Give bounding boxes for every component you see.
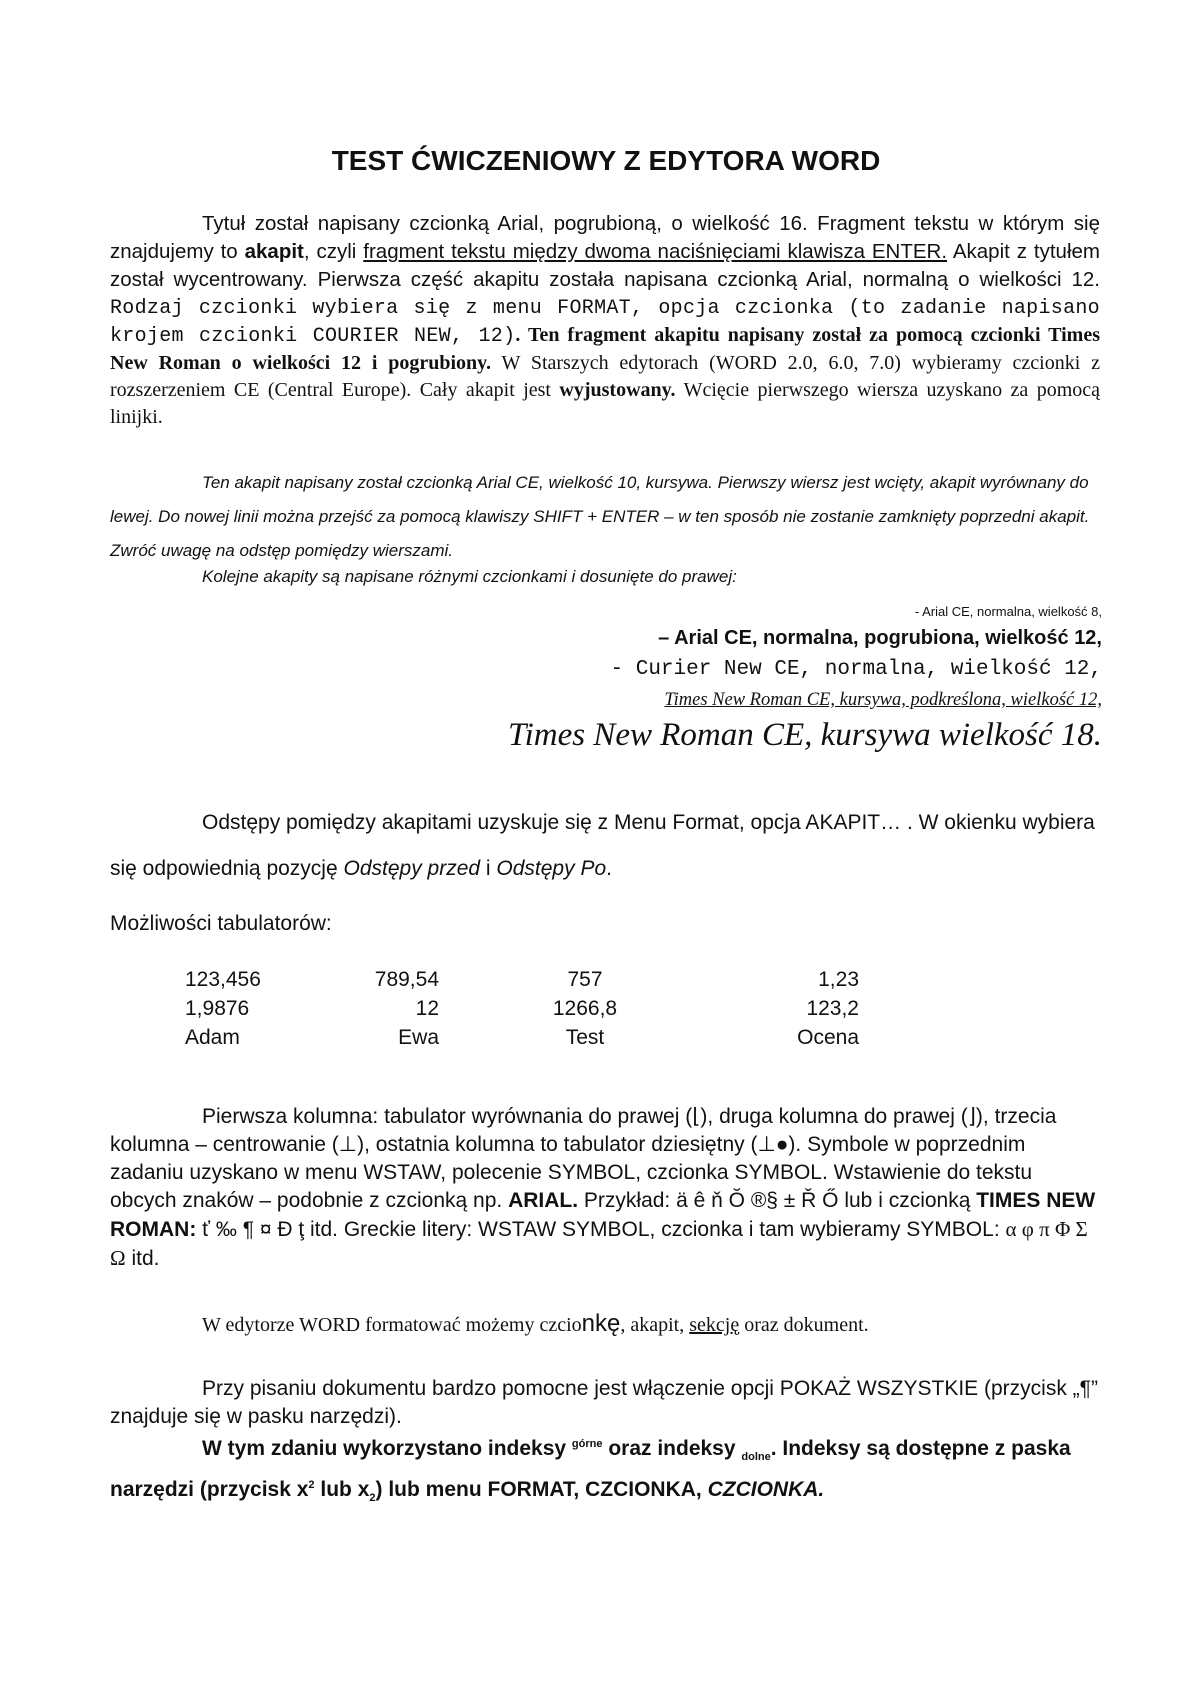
right-line-courier-12: - Curier New CE, normalna, wielkość 12, [610, 658, 1102, 681]
text-run: Kolejne akapity są napisane różnymi czcionkami i dosunięte do prawej: [202, 567, 737, 586]
paragraph-fonts-intro [110, 567, 1100, 587]
paragraph-formatting [110, 1310, 1100, 1338]
subscript: dolne [741, 1451, 771, 1464]
text-run-underlined: fragment tekstu między dwoma naciśnięciami klawisza ENTER. [363, 240, 948, 263]
text-run: ) lub menu FORMAT, CZCIONKA, [375, 1478, 708, 1502]
tabs-heading: Możliwości tabulatorów: [110, 912, 332, 935]
text-run: Przy pisaniu dokumentu bardzo pomocne jest włączenie opcji POKAŻ WSZYSTKIE (przycisk „¶” znajduje się w pasku narzędzi). [110, 1377, 1098, 1428]
table-cell: 123,456 [185, 968, 261, 991]
table-cell: 789,54 [374, 968, 439, 991]
table-cell: Ewa [398, 1026, 439, 1049]
paragraph-show-all [110, 1375, 1100, 1431]
paragraph-symbols [110, 1103, 1100, 1273]
table-cell: 1,23 [818, 968, 859, 991]
table-cell: Ocena [797, 1026, 859, 1049]
table-cell: Adam [185, 1026, 240, 1049]
subscript: 2 [369, 1492, 376, 1505]
text-run: Przykład: ä ê ň Ŏ ®§ ± Ř Ő lub i czcionką [578, 1189, 977, 1212]
text-run-serif-bold: wyjustowany. [559, 379, 676, 401]
text-run: Tytuł został napisany czcionką Arial, pogrubioną, o wielkość 16. Fragment tekstu w którym się znajdujemy to [110, 212, 1100, 263]
text-run-serif: Wcięcie pierwszego wiersza uzyskano za pomocą linijki. [110, 379, 1101, 428]
table-cell: 1266,8 [552, 997, 618, 1020]
text-run-serif: W Starszych edytorach (WORD 2.0, 6.0, 7.0) wybieramy czcionki z rozszerzeniem CE (Central Europe). Cały akapit jest [110, 352, 1100, 401]
text-run: i [480, 857, 497, 880]
text-run: ť ‰ ¶ ¤ Đ ţ itd. Greckie litery: WSTAW SYMBOL, czcionka i tam wybieramy SYMBOL: [196, 1218, 1006, 1241]
text-run: Pierwsza kolumna: tabulator wyrównania do prawej (⌊), druga kolumna do prawej (⌋), trzecia kolumna – centrowanie (⊥), ostatnia kolumna to tabulator dziesiętny (⊥●). Symbole w poprzednim zadaniu uzyskano w menu WSTAW, polecenie SYMBOL, czcionka SYMBOL. Wstawienie do tekstu obcych znaków – podobnie z czcionką np. [110, 1105, 1057, 1212]
text-run-underlined: sekcję [689, 1314, 740, 1336]
text-run: W edytorze WORD formatować możemy czcio [202, 1314, 582, 1336]
text-run: oraz dokument. [739, 1314, 869, 1336]
right-line-arial-8: - Arial CE, normalna, wielkość 8, [914, 604, 1102, 619]
text-run-large: nkę [581, 1310, 621, 1337]
text-run-italic: CZCIONKA. [707, 1478, 825, 1502]
text-run: Ten akapit napisany został czcionką Arial CE, wielkość 10, kursywa. Pierwszy wiersz jest wcięty, akapit wyrównany do lewej. Do nowej linii można przejść za pomocą klawiszy SHIFT + ENTER – w ten sposób nie zostanie zamknięty poprzedni akapit. Zwróć uwagę na odstęp pomiędzy wierszami. [110, 473, 1090, 560]
text-run: , czyli [303, 240, 364, 263]
paragraph-spacing [110, 800, 1100, 892]
text-run: , akapit, [620, 1314, 690, 1336]
text-run: lub x [314, 1478, 370, 1502]
paragraph-italic-small [110, 466, 1100, 568]
text-run-bold: akapit [244, 240, 304, 263]
right-line-times-underlined-12: Times New Roman CE, kursywa, podkreślona, wielkość 12, [664, 690, 1102, 710]
paragraph-indices [110, 1430, 1100, 1512]
text-run: . [606, 857, 612, 880]
text-run: Akapit z tytułem został wycentrowany. Pierwsza część akapitu została napisana czcionką Arial, normalną o wielkości 12. [110, 240, 1100, 291]
text-run: W tym zdaniu wykorzystano indeksy [202, 1437, 572, 1460]
table-cell: 1,9876 [185, 997, 250, 1020]
text-run-italic: Odstępy Po [496, 857, 607, 880]
text-run: oraz indeksy [602, 1437, 742, 1460]
paragraph-intro [110, 210, 1100, 431]
text-run-bold: TIMES NEW ROMAN: [110, 1189, 1096, 1241]
text-run-italic: Odstępy przed [343, 857, 481, 880]
text-run: Odstępy pomiędzy akapitami uzyskuje się z Menu Format, opcja AKAPIT… . W okienku wybiera się odpowiednią pozycję [110, 811, 1095, 880]
right-line-arial-bold-12: – Arial CE, normalna, pogrubiona, wielkość 12, [658, 627, 1102, 649]
text-run-serif-bold: . Ten fragment akapitu napisany został za pomocą czcionki Times New Roman o wielkości 12 i pogrubiony. [110, 324, 1100, 374]
table-cell: 12 [415, 997, 439, 1020]
text-run-bold: ARIAL. [508, 1189, 579, 1212]
text-run: . Indeksy są dostępne z paska narzędzi (przycisk x [110, 1437, 1071, 1502]
page-title: TEST ĆWICZENIOWY Z EDYTORA WORD [331, 145, 881, 176]
right-line-times-italic-18: Times New Roman CE, kursywa wielkość 18. [508, 717, 1102, 753]
text-run-mono: Rodzaj czcionki wybiera się z menu FORMAT, opcja czcionka (to zadanie napisano krojem czcionki COURIER NEW, 12) [110, 297, 1100, 348]
text-run: itd. [125, 1247, 160, 1270]
table-cell: Test [565, 1026, 605, 1049]
table-cell: 757 [567, 968, 603, 991]
superscript: 2 [308, 1479, 315, 1492]
superscript: górne [571, 1438, 603, 1450]
greek-letters: α φ π Φ Σ Ω [110, 1217, 1088, 1270]
table-cell: 123,2 [806, 997, 859, 1020]
